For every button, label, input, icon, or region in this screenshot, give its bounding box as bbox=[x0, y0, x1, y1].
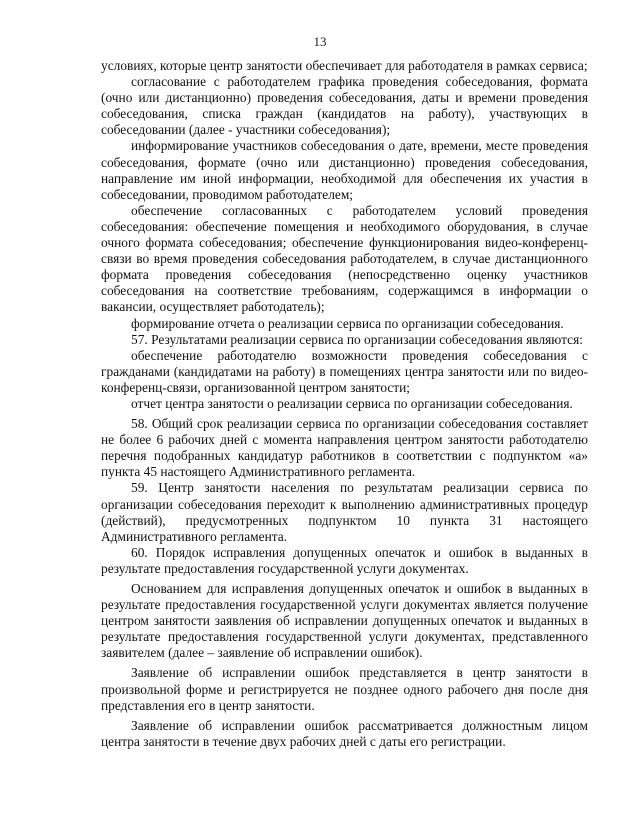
paragraph-center-report: отчет центра занятости о реализации сервиса по организации собеседования. bbox=[131, 395, 573, 411]
paragraph-report-forming: формирование отчета о реализации сервиса по организации собеседования. bbox=[131, 315, 564, 331]
paragraph-employer-opportunity: обеспечение работодателю возможности проведения собеседования с гражданами (кандидатами на работу) в помещениях центра занятости или по видео-конференц-связи, организованной центром занятости; bbox=[101, 347, 588, 395]
paragraph-interview-conditions: обеспечение согласованных с работодателем условий проведения собеседования: обеспечение помещения и необходимого оборудования, в случае очного формата собеседования; обеспечение функционирования видео-конференц-связи во время проведения собеседования работодателем, в случае дистанционного формата проведения собеседования (непосредственно оценку участников собеседования на соответствие требованиям, содержащимся в информации о вакансии, осуществляет работодатель); bbox=[101, 202, 588, 315]
paragraph-item-58: 58. Общий срок реализации сервиса по организации собеседования составляет не более 6 рабочих дней с момента направления центром занятости работодателю перечня подобранных кандидатур работников в соответствии с подпунктом «а» пункта 45 настоящего Административного регламента. bbox=[101, 416, 588, 480]
page-number: 13 bbox=[313, 34, 327, 49]
paragraph-correction-review: Заявление об исправлении ошибок рассматривается должностным лицом центра занятости в течение двух рабочих дней с даты его регистрации. bbox=[101, 717, 588, 749]
paragraph-continuation: условиях, которые центр занятости обеспечивает для работодателя в рамках сервиса; bbox=[101, 58, 588, 73]
paragraph-correction-basis: Основанием для исправления допущенных опечаток и ошибок в выданных в результате предоставления государственной услуги документах является получение центром занятости заявления об исправлении допущенных опечаток и выданных в результате предоставления государственной услуги документах, представленного заявителем (далее – заявление об исправлении ошибок). bbox=[101, 581, 588, 661]
paragraph-item-60: 60. Порядок исправления допущенных опечаток и ошибок в выданных в результате предоставления государственной услуги документах. bbox=[101, 544, 588, 576]
paragraph-interview-scheduling: согласование с работодателем графика проведения собеседования, формата (очно или дистанционно) проведения собеседования, даты и времени проведения собеседования, списка граждан (кандидатов на работу), участвующих в собеседовании (далее - участники собеседования); bbox=[101, 74, 588, 138]
paragraph-item-59: 59. Центр занятости населения по результатам реализации сервиса по организации собеседования переходит к выполнению административных процедур (действий), предусмотренных подпунктом 10 пункта 31 настоящего Административного регламента. bbox=[101, 480, 588, 544]
paragraph-correction-submission: Заявление об исправлении ошибок представляется в центр занятости в произвольной форме и регистрируется не позднее одного рабочего дня после дня представления его в центр занятости. bbox=[101, 665, 588, 713]
document-body bbox=[101, 58, 588, 750]
paragraph-participant-informing: информирование участников собеседования о дате, времени, месте проведения собеседования, формате (очно или дистанционно) проведения собеседования, направление им иной информации, необходимой для обеспечения их участия в собеседовании, проводимом работодателем; bbox=[101, 138, 588, 202]
paragraph-item-57: 57. Результатами реализации сервиса по организации собеседования являются: bbox=[131, 331, 583, 347]
